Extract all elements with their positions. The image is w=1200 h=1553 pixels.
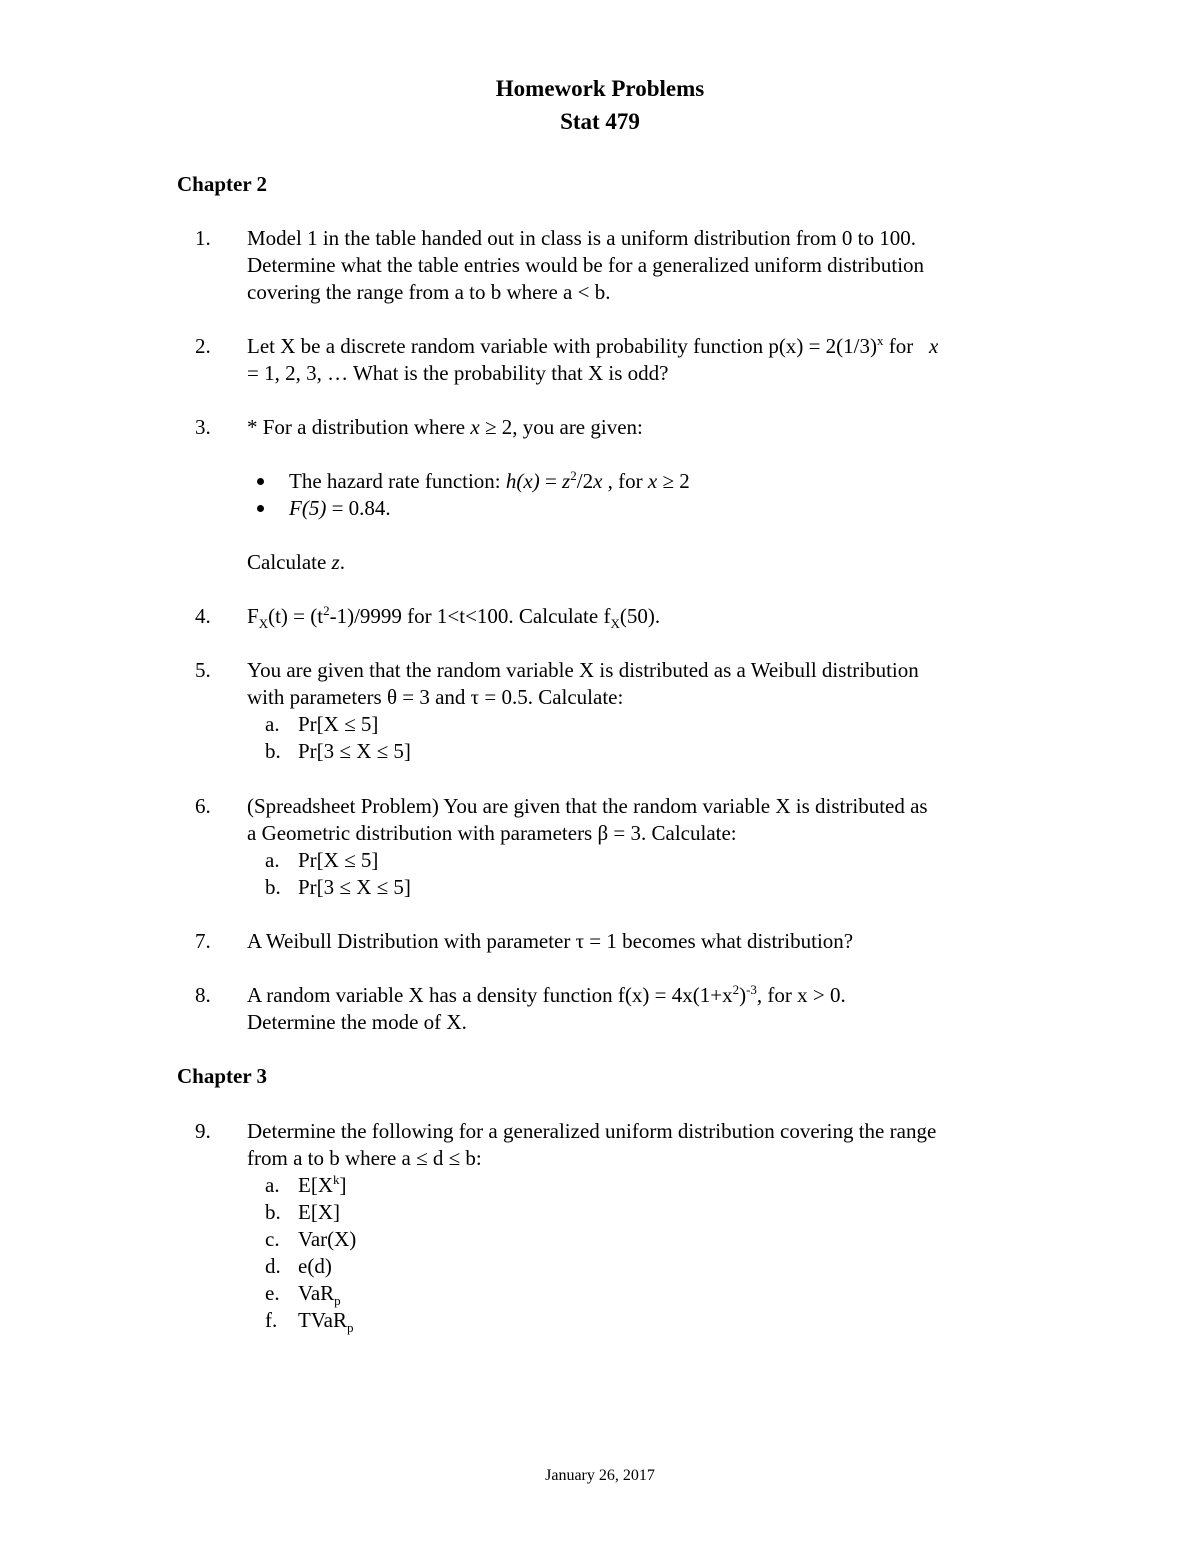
sub-item: a. Pr[X ≤ 5] (265, 712, 379, 736)
problem-number: 2. (195, 334, 211, 358)
bullet-icon (257, 505, 264, 512)
problem-text-line: You are given that the random variable X is distributed as a Weibull distribution (247, 658, 919, 682)
problem-text-line: covering the range from a to b where a < b. (247, 280, 611, 304)
problem-number: 8. (195, 983, 211, 1007)
problem-text-line: = 1, 2, 3, … What is the probability that X is odd? (247, 361, 669, 385)
chapter-2-heading: Chapter 2 (177, 172, 268, 196)
sub-item: a. $E[X^k]$ (265, 1172, 347, 1197)
problem-number: 6. (195, 794, 211, 818)
problem-text-line: Model 1 in the table handed out in class is a uniform distribution from 0 to 100. (247, 226, 916, 250)
problem-text-line: Determine what the table entries would be for a generalized uniform distribution (247, 253, 925, 277)
sub-item: f. TVaR$_p$ (265, 1308, 354, 1336)
problem-text-line: Calculate z. (247, 550, 345, 574)
problem-text-line: a Geometric distribution with parameters β = 3. Calculate: (247, 821, 737, 845)
problem-text-line: Determine the following for a generalized uniform distribution covering the range (247, 1119, 937, 1143)
problem-text-line: A random variable X has a density function $f(x) = 4x(1+x^2)^{-3}$, for x > 0. (247, 982, 846, 1007)
bullet-item: F(5) = 0.84. (247, 495, 1047, 522)
sub-item: c. Var(X) (265, 1227, 357, 1251)
problem-number: 3. (195, 415, 211, 439)
chapter-3-heading: Chapter 3 (177, 1064, 268, 1088)
problem-number: 4. (195, 604, 211, 628)
problem-text-line: with parameters θ = 3 and τ = 0.5. Calculate: (247, 685, 624, 709)
sub-item: b. Pr[3 ≤ X ≤ 5] (265, 875, 411, 899)
bullet-item: The hazard rate function: $h(x) = z^2/2x$ , for x ≥ 2 (247, 468, 1047, 495)
sub-item: b. Pr[3 ≤ X ≤ 5] (265, 739, 411, 763)
document-title: Homework Problems (495, 76, 705, 101)
bullet-icon (257, 478, 264, 485)
problem-text-line: (Spreadsheet Problem) You are given that the random variable X is distributed as (247, 794, 928, 818)
problem-text-line: A Weibull Distribution with parameter τ = 1 becomes what distribution? (247, 929, 854, 953)
problem-text-line: Determine the mode of X. (247, 1010, 467, 1034)
problem-number: 1. (195, 226, 211, 250)
problem-number: 9. (195, 1119, 211, 1143)
sub-item: a. Pr[X ≤ 5] (265, 848, 379, 872)
problem-text-line: $F_X(t) = (t^2-1)/9999$ for 1<t<100. Calculate $f_X(50)$. (247, 603, 661, 632)
problem-text-line: Let X be a discrete random variable with probability function $p(x) = 2(1/3)^x$ for x (247, 333, 939, 358)
problem-text-line: * For a distribution where x ≥ 2, you are given: (247, 415, 643, 439)
course-title: Stat 479 (560, 109, 640, 134)
sub-item: e. VaR$_p$ (265, 1281, 341, 1309)
problem-number: 5. (195, 658, 211, 682)
footer-date: January 26, 2017 (545, 1467, 655, 1484)
sub-item: d. e(d) (265, 1254, 332, 1278)
sub-item: b. E[X] (265, 1200, 340, 1224)
problem-text-line: from a to b where a ≤ d ≤ b: (247, 1146, 482, 1170)
problem-number: 7. (195, 929, 211, 953)
